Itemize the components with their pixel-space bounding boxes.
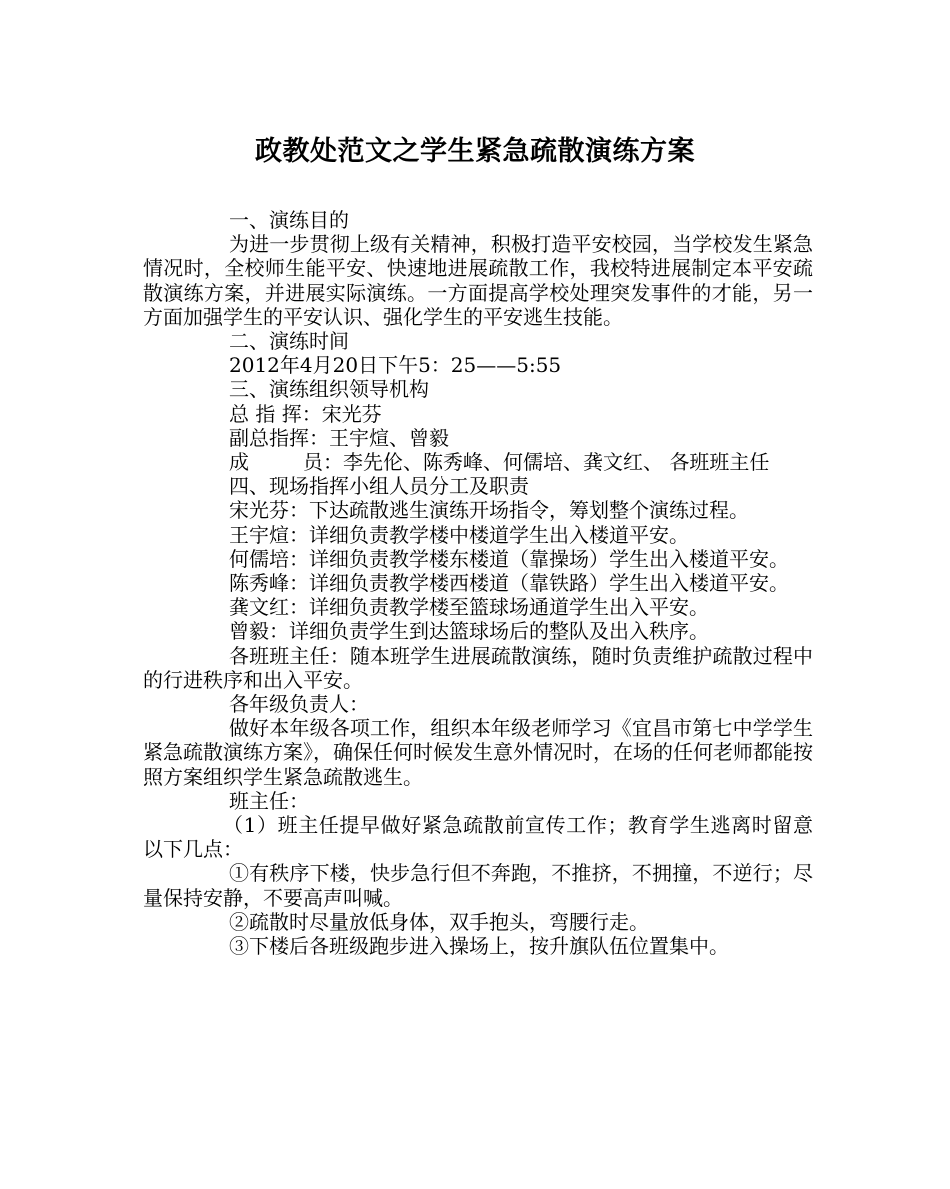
paragraph-time: 2012年4月20日下午5：25——5:55 (229, 353, 562, 378)
paragraph-duty-chen: 陈秀峰：详细负责教学楼西楼道（靠铁路）学生出入楼道平安。 (229, 571, 789, 596)
members-label: 成 (229, 450, 249, 475)
paragraph-commander: 总 指 挥：宋光芬 (229, 401, 382, 426)
paragraph-duty-zeng: 曾毅：详细负责学生到达篮球场后的整队及出入秩序。 (229, 619, 709, 644)
paragraph-rule-1: ①有秩序下楼，快步急行但不奔跑，不推挤，不拥撞，不逆行；尽量保持安静，不要高声叫喊。 (143, 861, 813, 910)
paragraph-duty-he: 何儒培：详细负责教学楼东楼道（靠操场）学生出入楼道平安。 (229, 546, 789, 571)
section-heading-duties: 四、现场指挥小组人员分工及职责 (229, 474, 529, 499)
paragraph-duty-wang: 王宇煊：详细负责教学楼中楼道学生出入楼道平安。 (229, 522, 689, 547)
paragraph-deputy-commander: 副总指挥：王宇煊、曾毅 (229, 425, 449, 450)
paragraph-purpose: 为进一步贯彻上级有关精神，积极打造平安校园，当学校发生紧急情况时，全校师生能平安、快速地进展疏散工作，我校特进展制定本平安疏散演练方案，并进展实际演练。一方面提高学校处理突发事件的才能，另一方面加强学生的平安认识、强化学生的平安逃生技能。 (143, 232, 813, 329)
paragraph-rule-3: ③下楼后各班级跑步进入操场上，按升旗队伍位置集中。 (229, 934, 729, 959)
document-title: 政教处范文之学生紧急疏散演练方案 (255, 136, 695, 167)
members-text: 员：李先伦、陈秀峰、何儒培、龚文红、 各班班主任 (303, 450, 770, 475)
section-heading-time: 二、演练时间 (229, 329, 349, 354)
paragraph-duty-class-teachers: 各班班主任：随本班学生进展疏散演练，随时负责维护疏散过程中的行进秩序和出入平安。 (143, 643, 813, 692)
paragraph-members (143, 450, 813, 474)
paragraph-item-1: （1）班主任提早做好紧急疏散前宣传工作；教育学生逃离时留意以下几点： (143, 813, 813, 862)
paragraph-grade-leaders-heading: 各年级负责人： (229, 692, 369, 717)
paragraph-grade-leaders: 做好本年级各项工作，组织本年级老师学习《宜昌市第七中学学生紧急疏散演练方案》，确保任何时候发生意外情况时，在场的任何老师都能按照方案组织学生紧急疏散逃生。 (143, 716, 813, 789)
section-heading-organization: 三、演练组织领导机构 (229, 377, 429, 402)
paragraph-duty-song: 宋光芬：下达疏散逃生演练开场指令，筹划整个演练过程。 (229, 498, 749, 523)
section-heading-purpose: 一、演练目的 (229, 208, 349, 232)
paragraph-class-teacher-heading: 班主任： (229, 788, 309, 813)
paragraph-duty-gong: 龚文红：详细负责教学楼至篮球场通道学生出入平安。 (229, 595, 709, 620)
paragraph-rule-2: ②疏散时尽量放低身体，双手抱头，弯腰行走。 (229, 909, 649, 934)
document-body (143, 208, 813, 958)
